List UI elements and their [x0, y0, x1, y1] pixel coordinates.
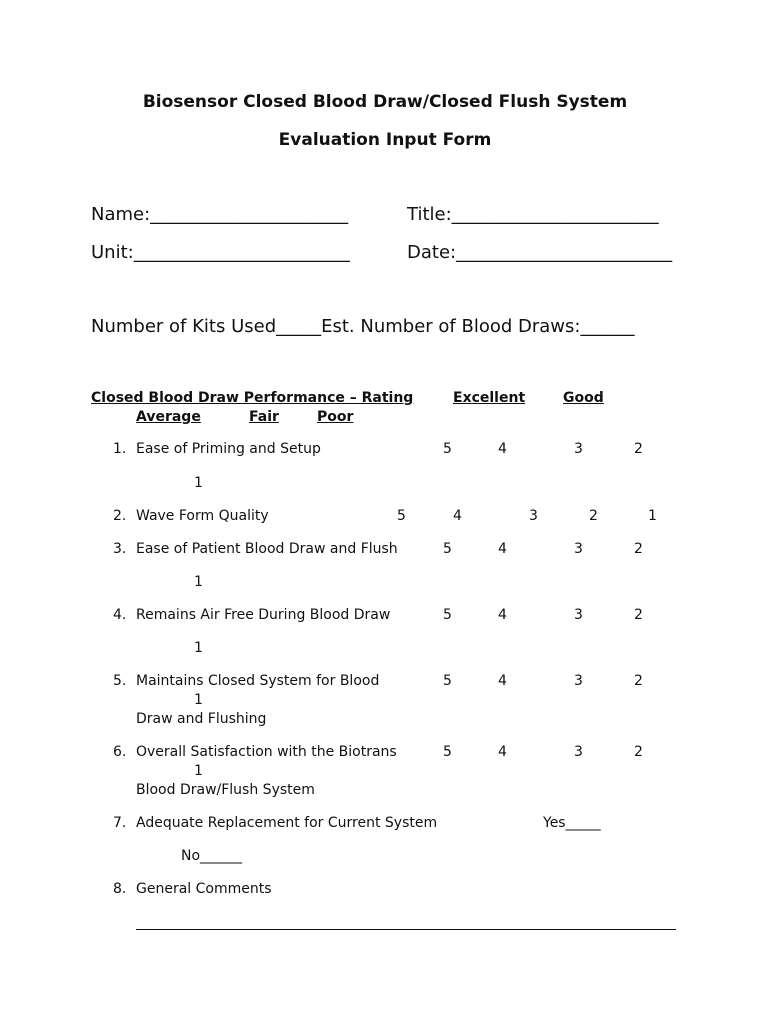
form-title: Biosensor Closed Blood Draw/Closed Flush System	[142, 92, 628, 112]
rating-option[interactable]: 4	[498, 607, 507, 623]
item-number: 7.	[113, 815, 127, 831]
item-label: Ease of Priming and Setup	[136, 441, 321, 457]
item-label: Maintains Closed System for Blood	[136, 673, 380, 689]
section-heading: Closed Blood Draw Performance – Rating	[91, 390, 414, 406]
item-label-continued: Blood Draw/Flush System	[136, 782, 315, 798]
rating-option[interactable]: 5	[443, 541, 452, 557]
name-field[interactable]: Name:______________________	[91, 204, 349, 225]
rating-good: Good	[563, 390, 604, 406]
item-label-continued: Draw and Flushing	[136, 711, 267, 727]
rating-fair: Fair	[249, 409, 279, 425]
yes-field[interactable]: Yes_____	[543, 815, 601, 831]
item-number: 1.	[113, 441, 127, 457]
rating-option[interactable]: 1	[194, 475, 203, 491]
rating-option[interactable]: 5	[443, 744, 452, 760]
item-number: 6.	[113, 744, 127, 760]
item-label: Remains Air Free During Blood Draw	[136, 607, 391, 623]
comments-line[interactable]	[136, 929, 676, 930]
rating-option[interactable]: 1	[194, 692, 203, 708]
rating-option[interactable]: 4	[498, 441, 507, 457]
kits-draws-field[interactable]: Number of Kits Used_____Est. Number of Blood Draws:______	[91, 316, 635, 337]
form-subtitle: Evaluation Input Form	[278, 130, 492, 150]
rating-option[interactable]: 2	[634, 744, 643, 760]
rating-option[interactable]: 5	[443, 673, 452, 689]
item-label: Wave Form Quality	[136, 508, 269, 524]
rating-option[interactable]: 5	[443, 441, 452, 457]
item-label: General Comments	[136, 881, 272, 897]
rating-option[interactable]: 2	[634, 541, 643, 557]
rating-option[interactable]: 1	[194, 763, 203, 779]
rating-option[interactable]: 3	[574, 607, 583, 623]
item-number: 5.	[113, 673, 127, 689]
rating-option[interactable]: 2	[634, 673, 643, 689]
rating-average: Average	[136, 409, 201, 425]
rating-option[interactable]: 3	[574, 744, 583, 760]
item-number: 8.	[113, 881, 127, 897]
rating-option[interactable]: 5	[443, 607, 452, 623]
rating-option[interactable]: 3	[529, 508, 538, 524]
item-label: Overall Satisfaction with the Biotrans	[136, 744, 397, 760]
item-number: 2.	[113, 508, 127, 524]
date-field[interactable]: Date:________________________	[407, 242, 673, 263]
item-number: 3.	[113, 541, 127, 557]
rating-option[interactable]: 4	[498, 673, 507, 689]
item-label: Ease of Patient Blood Draw and Flush	[136, 541, 398, 557]
rating-option[interactable]: 1	[194, 640, 203, 656]
rating-option[interactable]: 1	[648, 508, 657, 524]
rating-option[interactable]: 4	[453, 508, 462, 524]
rating-option[interactable]: 3	[574, 541, 583, 557]
rating-poor: Poor	[317, 409, 354, 425]
rating-option[interactable]: 5	[397, 508, 406, 524]
rating-option[interactable]: 2	[634, 441, 643, 457]
item-label: Adequate Replacement for Current System	[136, 815, 438, 831]
rating-option[interactable]: 3	[574, 441, 583, 457]
rating-option[interactable]: 4	[498, 541, 507, 557]
rating-option[interactable]: 2	[634, 607, 643, 623]
rating-option[interactable]: 4	[498, 744, 507, 760]
title-field[interactable]: Title:_______________________	[407, 204, 659, 225]
no-field[interactable]: No______	[181, 848, 243, 864]
rating-option[interactable]: 3	[574, 673, 583, 689]
unit-field[interactable]: Unit:________________________	[91, 242, 350, 263]
rating-option[interactable]: 2	[589, 508, 598, 524]
rating-excellent: Excellent	[453, 390, 526, 406]
rating-option[interactable]: 1	[194, 574, 203, 590]
item-number: 4.	[113, 607, 127, 623]
